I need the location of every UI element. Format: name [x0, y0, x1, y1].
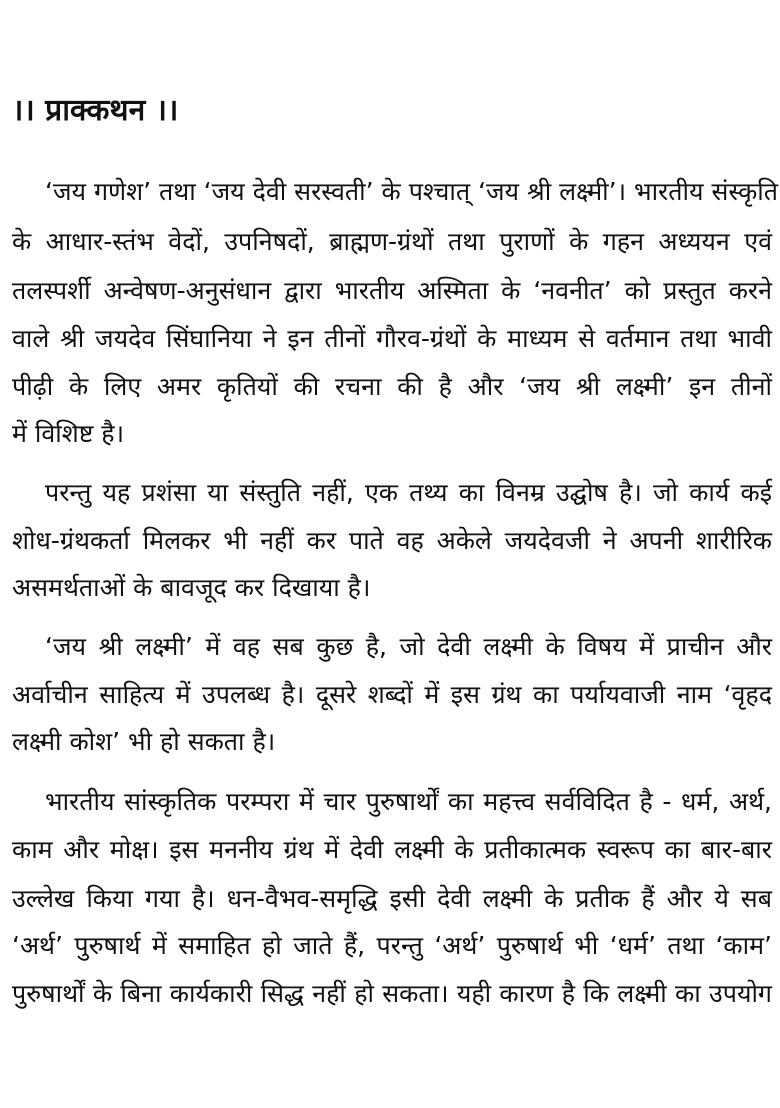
text-line: लक्ष्मी कोश’ भी हो सकता है। — [12, 727, 276, 756]
text-line: के आधार-स्तंभ वेदों, उपनिषदों, ब्राह्मण-ग्रंथों तथा पुराणों के गहन अध्ययन एवं — [12, 227, 772, 256]
text-line: वाले श्री जयदेव सिंघानिया ने इन तीनों गौरव-ग्रंथों के माध्यम से वर्तमान तथा भावी — [12, 324, 772, 353]
text-line: उल्लेख किया गया है। धन-वैभव-समृद्धि इसी देवी लक्ष्मी के प्रतीक हैं और ये सब — [12, 884, 772, 913]
text-line: परन्तु यह प्रशंसा या संस्तुति नहीं, एक तथ्य का विनम्र उद्घोष है। जो कार्य कई — [45, 478, 772, 507]
text-line: भारतीय सांस्कृतिक परम्परा में चार पुरुषार्थों का महत्त्व सर्वविदित है - धर्म, अर्थ, — [45, 787, 772, 816]
text-line: असमर्थताओं के बावजूद कर दिखाया है। — [12, 573, 371, 602]
text-line: पीढ़ी के लिए अमर कृतियों की रचना की है और ‘जय श्री लक्ष्मी’ इन तीनों — [12, 372, 772, 401]
text-line: शोध-ग्रंथकर्ता मिलकर भी नहीं कर पाते वह अकेले जयदेवजी ने अपनी शारीरिक — [12, 526, 772, 555]
text-line: तलस्पर्शी अन्वेषण-अनुसंधान द्वारा भारतीय अस्मिता के ‘नवनीत’ को प्रस्तुत करने — [12, 276, 772, 305]
text-line: अर्वाचीन साहित्य में उपलब्ध है। दूसरे शब्दों में इस ग्रंथ का पर्यायवाजी नाम ‘वृहद — [12, 680, 772, 709]
page-title: ।। प्राक्कथन ।। — [12, 93, 179, 128]
text-line: में विशिष्ट है। — [12, 419, 125, 448]
text-line: पुरुषार्थों के बिना कार्यकारी सिद्ध नहीं हो सकता। यही कारण है कि लक्ष्मी का उपयोग — [12, 979, 772, 1008]
text-line: ‘जय गणेश’ तथा ‘जय देवी सरस्वती’ के पश्चात् ‘जय श्री लक्ष्मी’। भारतीय संस्कृति — [45, 177, 778, 206]
text-line: ‘अर्थ’ पुरुषार्थ में समाहित हो जाते हैं, परन्तु ‘अर्थ’ पुरुषार्थ भी ‘धर्म’ तथा ‘काम’ — [12, 931, 772, 960]
text-line: ‘जय श्री लक्ष्मी’ में वह सब कुछ है, जो देवी लक्ष्मी के विषय में प्राचीन और — [45, 632, 772, 661]
text-line: काम और मोक्ष। इस मननीय ग्रंथ में देवी लक्ष्मी के प्रतीकात्मक स्वरूप का बार-बार — [12, 835, 772, 864]
